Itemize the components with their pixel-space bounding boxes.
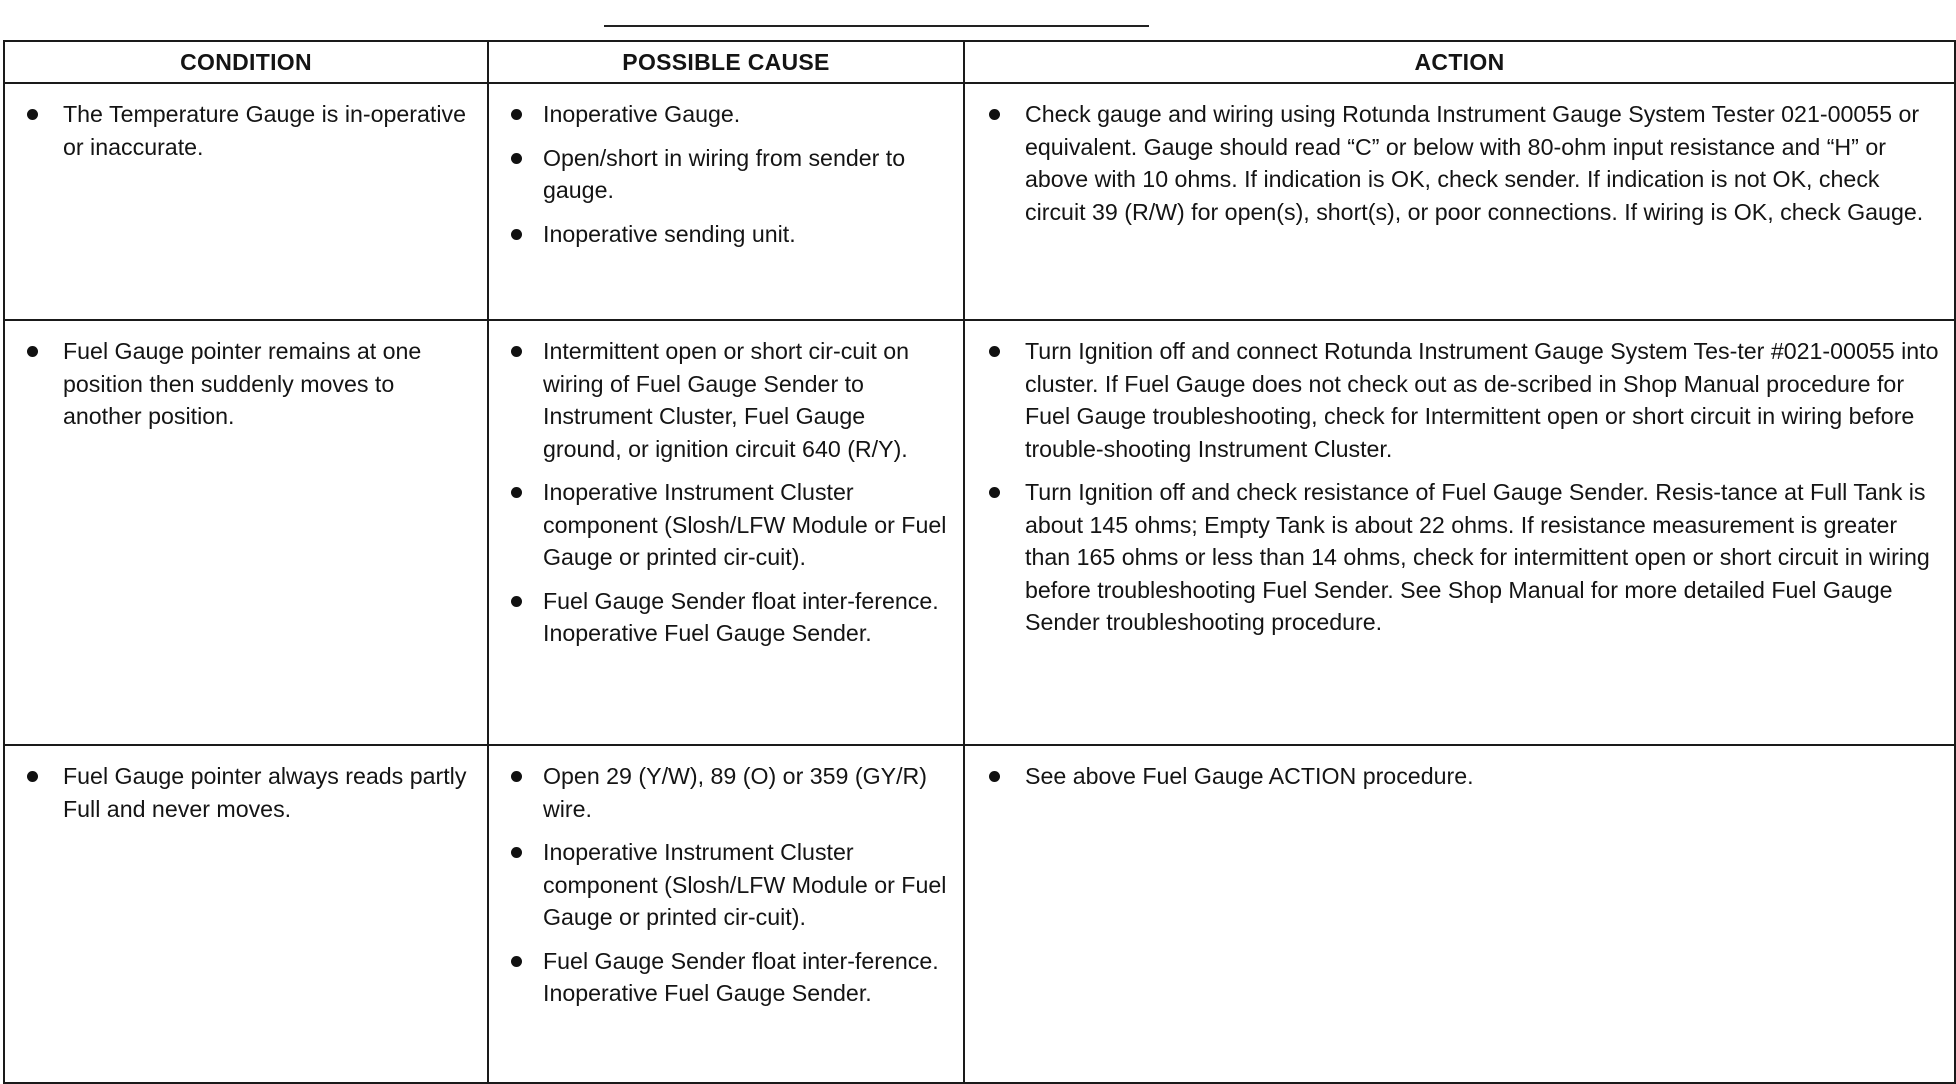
action-item: [965, 335, 1940, 465]
condition-cell: [4, 83, 488, 320]
cause-text: Inoperative Instrument Cluster component (Slosh/LFW Module or Fuel Gauge or printed cir-cuit).: [543, 839, 947, 930]
cause-item: [489, 760, 949, 825]
condition-text: The Temperature Gauge is in-operative or inaccurate.: [63, 101, 466, 160]
bullet-icon: [27, 346, 38, 357]
cause-item: [489, 142, 949, 207]
bullet-icon: [27, 109, 38, 120]
action-item: [965, 476, 1940, 639]
condition-item: [5, 98, 473, 163]
bullet-icon: [511, 847, 522, 858]
table-row: [4, 83, 1955, 320]
bullet-icon: [511, 487, 522, 498]
cause-text: Inoperative Gauge.: [543, 101, 741, 127]
action-text: See above Fuel Gauge ACTION procedure.: [1025, 763, 1474, 789]
cause-text: Fuel Gauge Sender float inter-ference. Inoperative Fuel Gauge Sender.: [543, 587, 939, 646]
top-rule: [604, 25, 1149, 27]
possible-cause-cell: [488, 320, 964, 745]
possible-cause-header: POSSIBLE CAUSE: [488, 41, 964, 83]
bullet-icon: [989, 346, 1000, 357]
bullet-icon: [989, 771, 1000, 782]
cause-item: [489, 98, 949, 131]
bullet-icon: [511, 229, 522, 240]
action-text: Turn Ignition off and connect Rotunda Instrument Gauge System Tes-ter #021-00055 into cluster. If Fuel Gauge does not check out as de-scribed in Shop Manual procedure for Fuel Gauge troubleshooting, check for Intermittent open or short circuit in wiring before trouble-shooting Instrument Cluster.: [1025, 338, 1939, 462]
action-item: [965, 760, 1940, 793]
bullet-icon: [27, 771, 38, 782]
bullet-icon: [511, 153, 522, 164]
bullet-icon: [511, 346, 522, 357]
cause-text: Intermittent open or short cir-cuit on wiring of Fuel Gauge Sender to Instrument Cluster, Fuel Gauge ground, or ignition circuit 640 (R/Y).: [543, 338, 910, 462]
action-cell: [964, 320, 1955, 745]
bullet-icon: [511, 771, 522, 782]
condition-item: [5, 335, 473, 433]
bullet-icon: [511, 109, 522, 120]
cause-text: Open/short in wiring from sender to gauge.: [543, 144, 906, 203]
action-text: Check gauge and wiring using Rotunda Instrument Gauge System Tester 021-00055 or equivalent. Gauge should read “C” or below with 80-ohm input resistance and “H” or above with 10 ohms. If indication is OK, check sender. If indication is not OK, check circuit 39 (R/W) for open(s), short(s), or poor connections. If wiring is OK, check Gauge.: [1025, 101, 1924, 225]
bullet-icon: [511, 956, 522, 967]
condition-item: [5, 760, 473, 825]
action-cell: [964, 83, 1955, 320]
action-text: Turn Ignition off and check resistance of Fuel Gauge Sender. Resis-tance at Full Tank is about 145 ohms; Empty Tank is about 22 ohms. If resistance measurement is greater than 165 ohms or less than 14 ohms, check for intermittent open or short circuit in wiring before troubleshooting Fuel Sender. See Shop Manual for more detailed Fuel Gauge Sender troubleshooting procedure.: [1025, 479, 1930, 635]
cause-item: [489, 836, 949, 934]
cause-item: [489, 218, 949, 251]
cause-text: Fuel Gauge Sender float inter-ference. Inoperative Fuel Gauge Sender.: [543, 947, 939, 1006]
possible-cause-cell: [488, 83, 964, 320]
diagnosis-table: [3, 40, 1956, 1084]
action-item: [965, 98, 1940, 228]
bullet-icon: [511, 596, 522, 607]
bullet-icon: [989, 487, 1000, 498]
condition-text: Fuel Gauge pointer remains at one position then suddenly moves to another position.: [63, 338, 422, 429]
cause-item: [489, 476, 949, 574]
condition-header: CONDITION: [4, 41, 488, 83]
cause-item: [489, 945, 949, 1010]
bullet-icon: [989, 109, 1000, 120]
cause-text: Open 29 (Y/W), 89 (O) or 359 (GY/R) wire.: [543, 763, 927, 822]
action-header: ACTION: [964, 41, 1955, 83]
action-cell: [964, 745, 1955, 1083]
table-row: [4, 745, 1955, 1083]
cause-item: [489, 585, 949, 650]
table-row: [4, 320, 1955, 745]
cause-text: Inoperative Instrument Cluster component (Slosh/LFW Module or Fuel Gauge or printed cir-cuit).: [543, 479, 947, 570]
condition-cell: [4, 745, 488, 1083]
possible-cause-cell: [488, 745, 964, 1083]
cause-item: [489, 335, 949, 465]
condition-cell: [4, 320, 488, 745]
header-row: [4, 41, 1955, 83]
cause-text: Inoperative sending unit.: [543, 220, 796, 247]
condition-text: Fuel Gauge pointer always reads partly Full and never moves.: [63, 763, 467, 822]
